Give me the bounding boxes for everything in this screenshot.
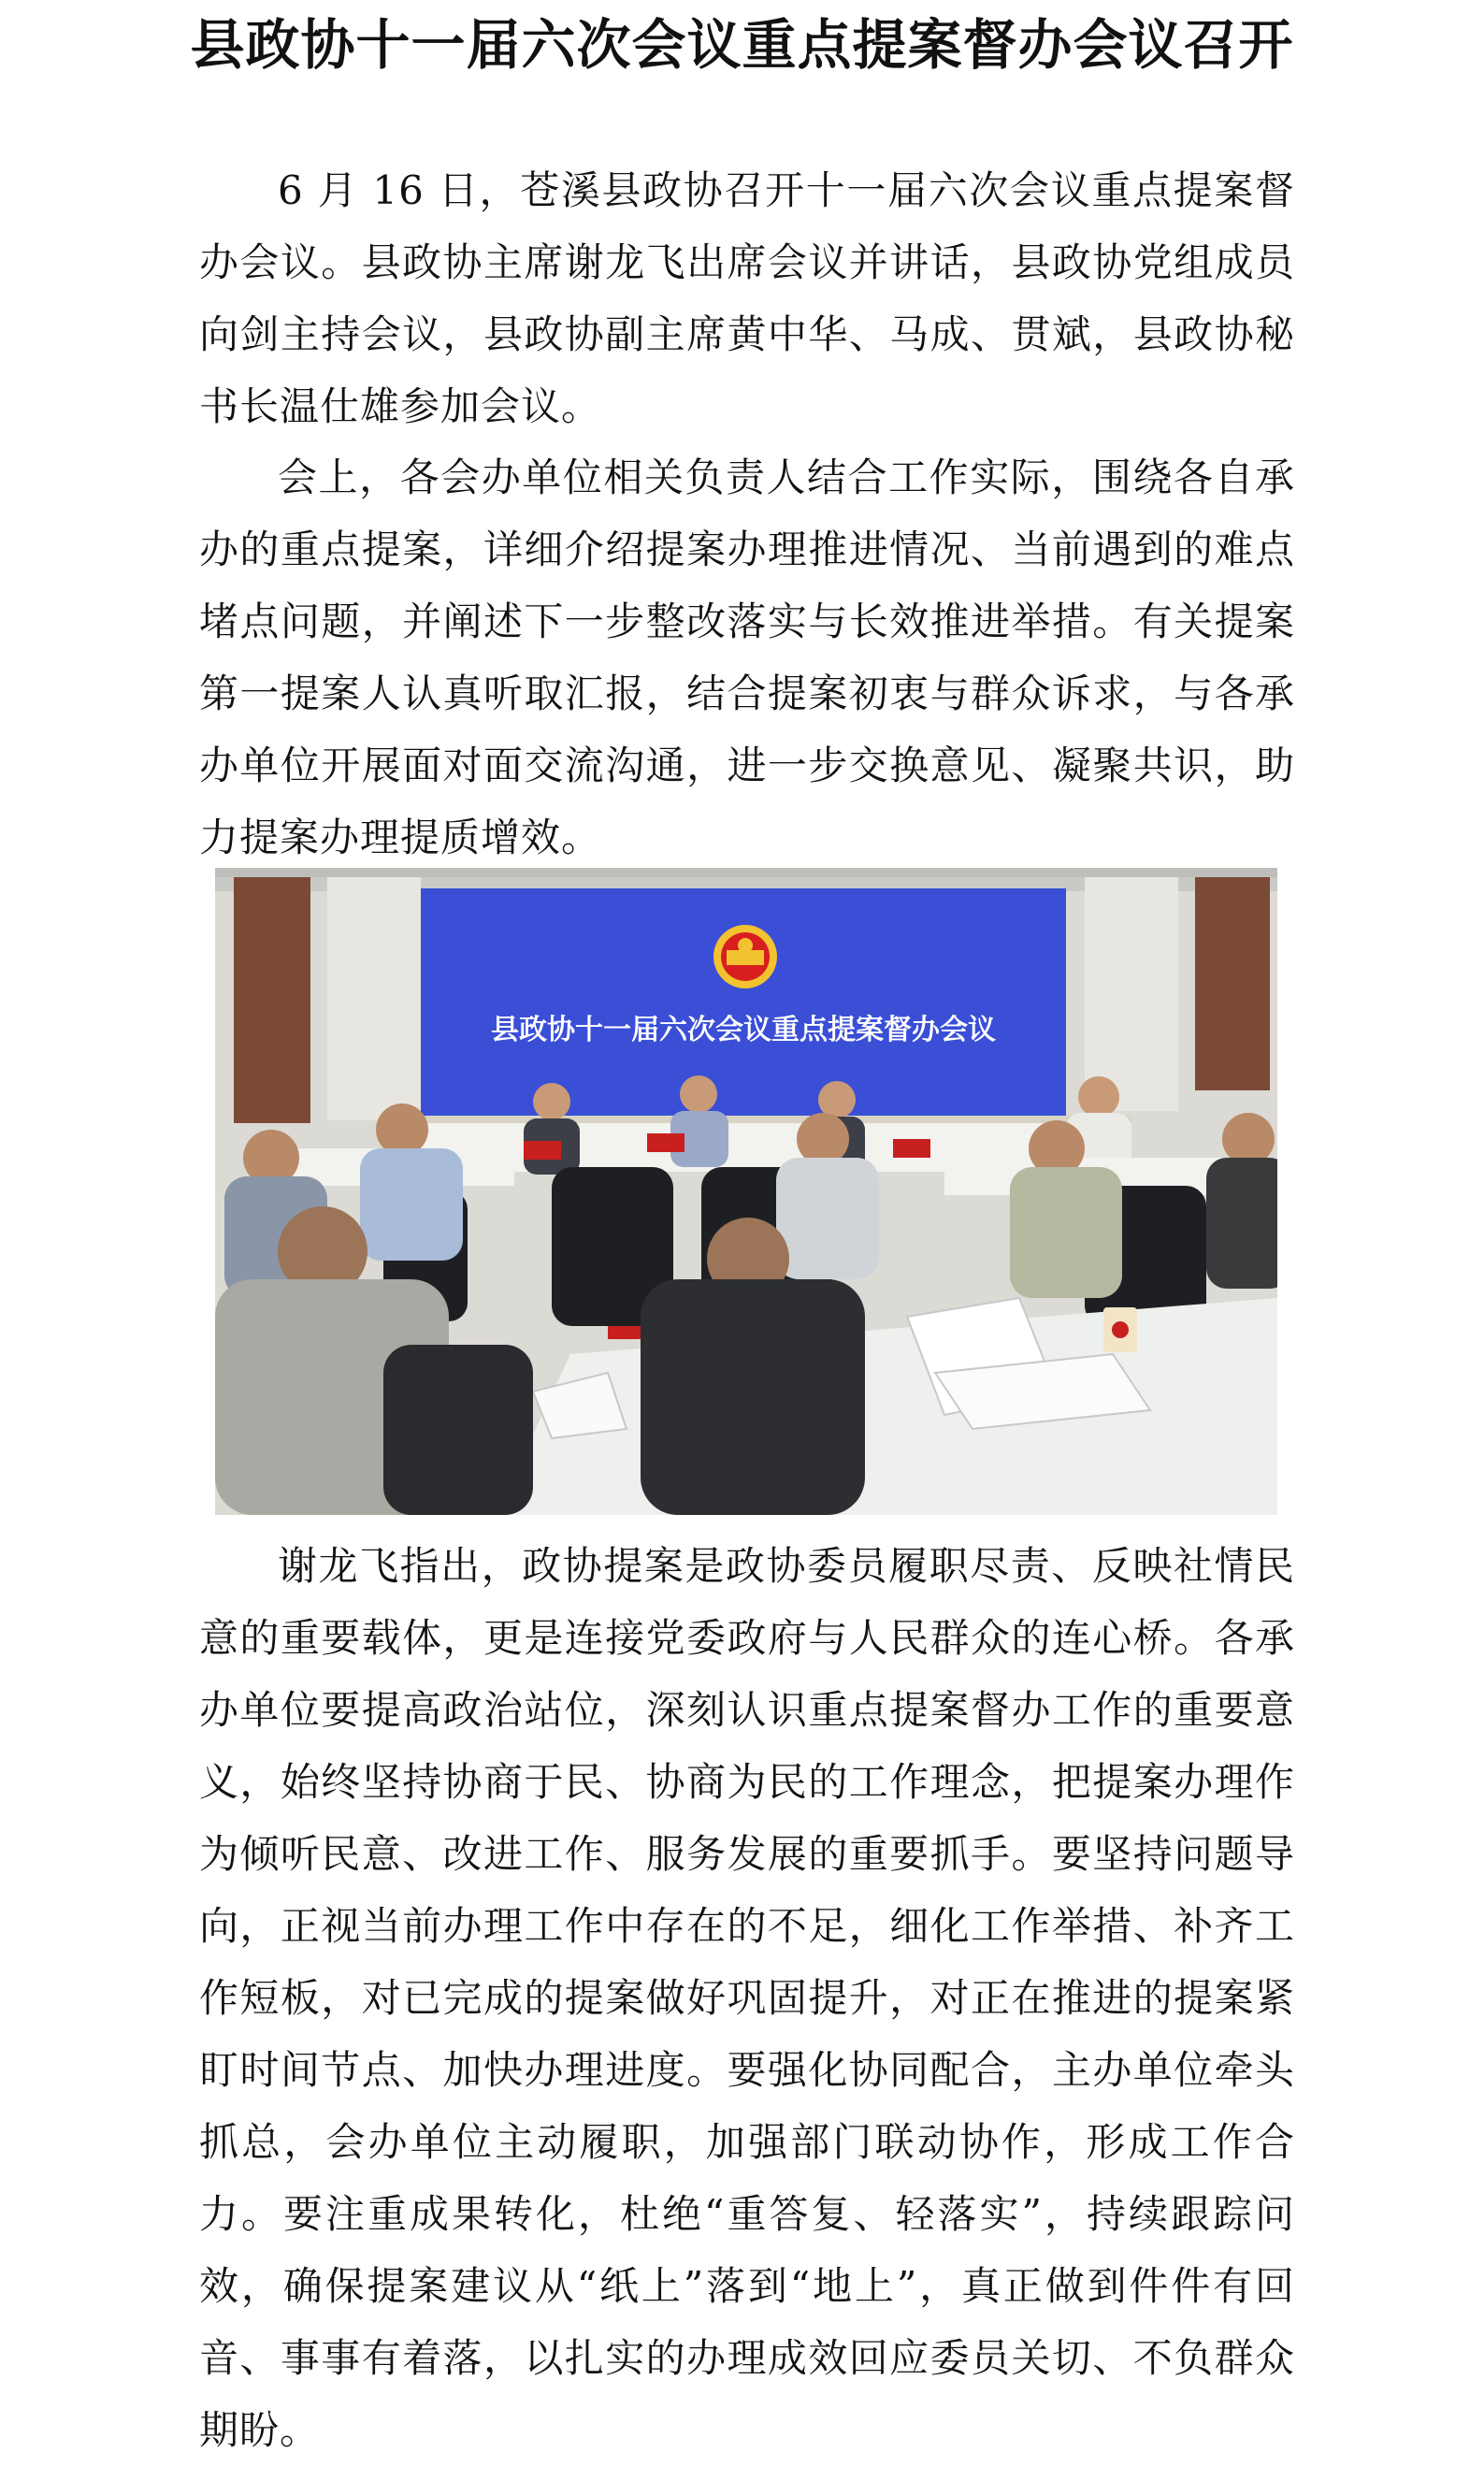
meeting-photo-illustration <box>215 868 1277 1515</box>
wood-panel-left <box>234 875 310 1123</box>
article-paragraph-2: 会上，各会办单位相关负责人结合工作实际，围绕各自承办的重点提案，详细介绍提案办理推进情况、当前遇到的难点堵点问题，并阐述下一步整改落实与长效推进举措。有关提案第一提案人认真听取汇报，结合提案初衷与群众诉求，与各承办单位开展面对面交流沟通，进一步交换意见、凝聚共识，助力提案办理提质增效。 <box>199 454 1295 860</box>
cppcc-emblem-icon <box>713 925 777 988</box>
meeting-photo <box>215 868 1277 1515</box>
banner-text: 县政协十一届六次会议重点提案督办会议 <box>491 1014 996 1046</box>
article-paragraph-3: 谢龙飞指出，政协提案是政协委员履职尽责、反映社情民意的重要载体，更是连接党委政府与人民群众的连心桥。各承办单位要提高政治站位，深刻认识重点提案督办工作的重要意义，始终坚持协商于民、协商为民的工作理念，把提案办理作为倾听民意、改进工作、服务发展的重要抓手。要坚持问题导向，正视当前办理工作中存在的不足，细化工作举措、补齐工作短板，对已完成的提案做好巩固提升，对正在推进的提案紧盯时间节点、加快办理进度。要强化协同配合，主办单位牵头抓总，会办单位主动履职，加强部门联动协作，形成工作合力。要注重成果转化，杜绝“重答复、轻落实”，持续跟踪问效，确保提案建议从“纸上”落到“地上”，真正做到件件有回音、事事有着落，以扎实的办理成效回应委员关切、不负群众期盼。 <box>199 1543 1295 2453</box>
article-paragraph-1: 6 月 16 日，苍溪县政协召开十一届六次会议重点提案督办会议。县政协主席谢龙飞出席会议并讲话，县政协党组成员向剑主持会议，县政协副主席黄中华、马成、贯斌，县政协秘书长温仕雄参加会议。 <box>199 167 1295 429</box>
wood-panel-right <box>1195 875 1270 1090</box>
wall-column-right <box>1085 877 1178 1111</box>
wall-column-left <box>327 877 421 1120</box>
article-title: 县政协十一届六次会议重点提案督办会议召开 <box>190 13 1294 77</box>
banner-screen <box>421 888 1066 1132</box>
paper-cup-icon <box>1103 1307 1137 1352</box>
